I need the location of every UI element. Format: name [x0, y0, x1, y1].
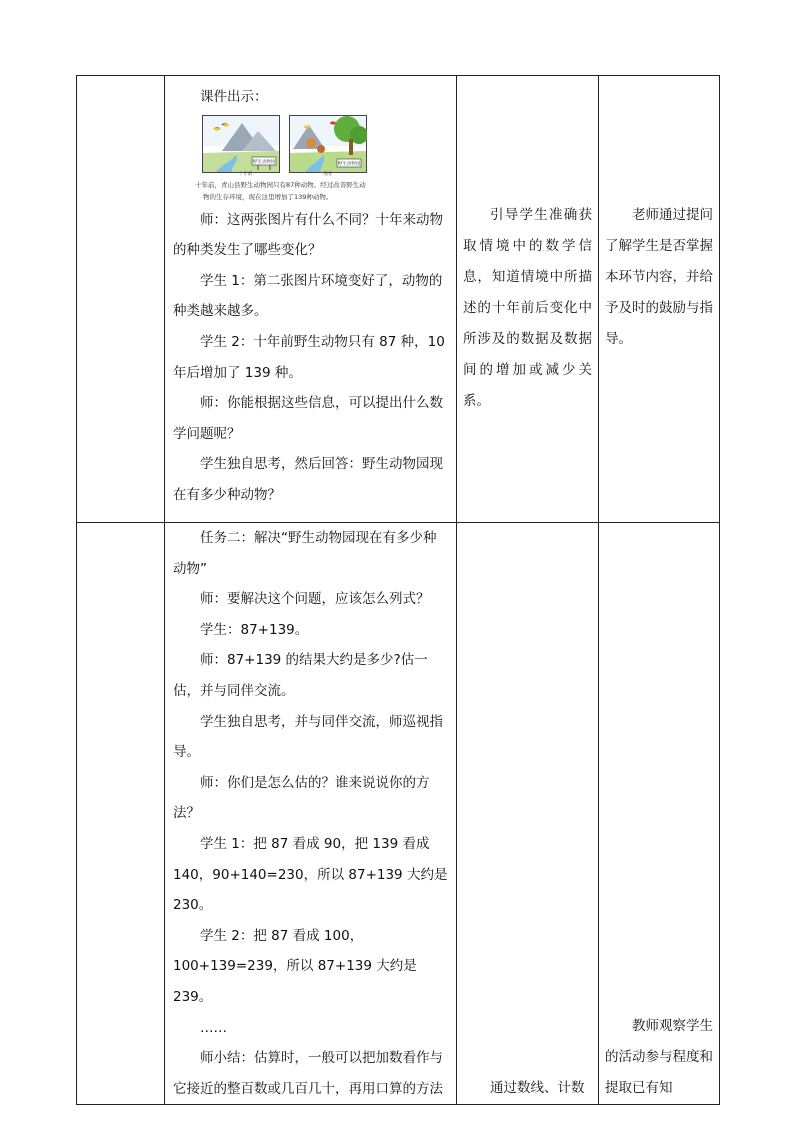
courseware-figure — [165, 115, 456, 175]
sign-left: 野生动物园 — [252, 159, 276, 165]
dialogue-line: 学生 2：十年前野生动物只有 87 种，10 年后增加了 139 种。 — [173, 333, 445, 381]
dialogue-line: 学生 1：第二张图片环境变好了，动物的种类越来越多。 — [173, 272, 443, 320]
dialogue-line: 师小结：估算时，一般可以把加数看作与它接近的整百数或几百几十，再用口算的方法 — [173, 1050, 443, 1097]
design-intent-cell — [457, 76, 599, 523]
dialogue-line: 学生 2：把 87 看成 100，100+139=239，所以 87+139 大约是 239。 — [173, 927, 417, 1005]
evaluation-text: 老师通过提问了解学生是否掌握本环节内容，并给予及时的鼓励与指导。 — [605, 207, 713, 347]
dialogue-line: 师：87+139 的结果大约是多少?估一估，并与同伴交流。 — [173, 652, 428, 699]
stage-cell — [77, 523, 165, 1105]
label-now: 现在 — [323, 171, 333, 177]
courseware-caption: 课件出示： — [200, 89, 268, 105]
dialogue-line: 学生：87+139。 — [200, 621, 309, 638]
dialogue-line: …… — [200, 1019, 227, 1036]
dialogue-line: 学生独自思考，并与同伴交流，师巡视指导。 — [173, 713, 443, 761]
scene-before-image — [202, 115, 280, 173]
lesson-plan-table — [76, 75, 720, 1105]
dialogue-line: 师：这两张图片有什么不同？十年来动物的种类发生了哪些变化？ — [173, 211, 443, 259]
stage-cell — [77, 76, 165, 523]
design-intent-cell — [457, 523, 599, 1105]
dialogue-line: 师：你们是怎么估的？谁来说说你的方法？ — [173, 774, 430, 822]
evaluation-cell — [599, 76, 720, 523]
activity-cell — [165, 76, 457, 523]
figure-caption: 十年前，青山县野生动物园只有87种动物。经过改善野生动 物的生存环境，现在这里增加了139种动物。 — [195, 180, 366, 201]
dialogue-line: 师：你能根据这些信息，可以提出什么数学问题呢？ — [173, 395, 443, 442]
dialogue-line: 任务二：解决“野生动物园现在有多少种动物” — [173, 530, 437, 577]
evaluation-text: 教师观察学生的活动参与程度和提取已有知 — [605, 1018, 713, 1097]
design-intent-text: 通过数线、计数 — [490, 1080, 585, 1097]
dialogue-line: 师：要解决这个问题，应该怎么列式？ — [200, 591, 430, 608]
dialogue-line: 学生 1：把 87 看成 90，把 139 看成 140，90+140=230，所以 87+139 大约是 230。 — [173, 835, 448, 914]
scene-now-image — [289, 115, 367, 173]
table-row — [77, 523, 720, 1105]
sign-right: 野生动物园 — [337, 161, 361, 167]
dialogue-line: 学生独自思考，然后回答：野生动物园现在有多少种动物？ — [173, 456, 443, 503]
activity-cell — [165, 523, 457, 1105]
label-before: 十年前 — [238, 171, 253, 177]
table-row — [77, 76, 720, 523]
evaluation-cell — [599, 523, 720, 1105]
design-intent-text: 引导学生准确获取情境中的数学信息，知道情境中所描述的十年前后变化中所涉及的数据及数据间的增加或减少关系。 — [463, 207, 592, 409]
